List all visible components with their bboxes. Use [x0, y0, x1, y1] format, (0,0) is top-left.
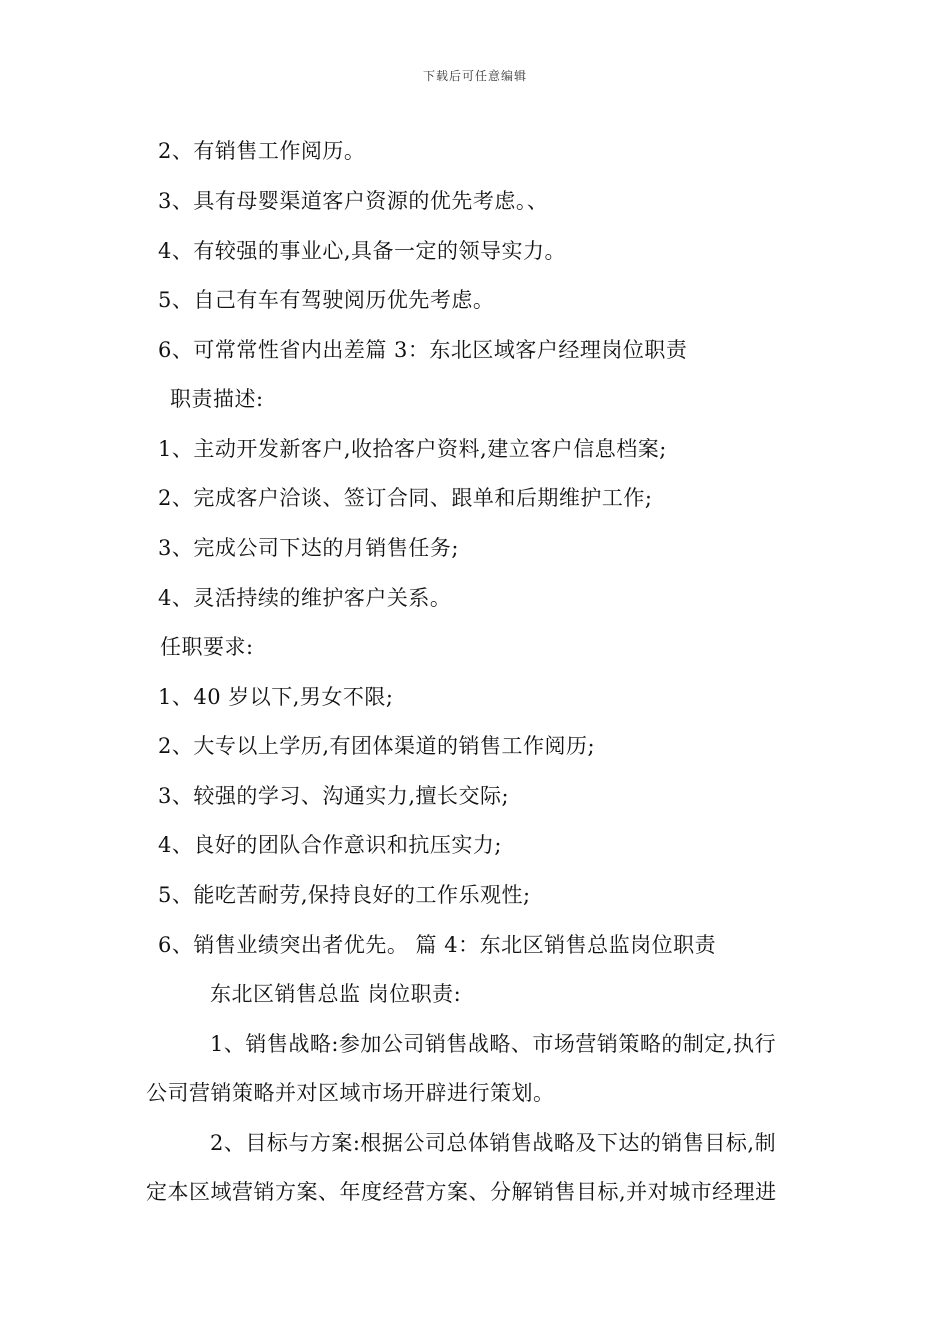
- body-line-12: 1、40 岁以下,男女不限;: [158, 685, 394, 709]
- paragraph-2-line-1: 2、目标与方案:根据公司总体销售战略及下达的销售目标,制: [210, 1131, 777, 1155]
- body-line-3: 4、有较强的事业心,具备一定的领导实力。: [158, 239, 567, 263]
- body-line-4: 5、自己有车有驾驶阅历优先考虑。: [158, 288, 495, 312]
- body-line-16: 5、能吃苦耐劳,保持良好的工作乐观性;: [158, 883, 531, 907]
- body-line-15: 4、良好的团队合作意识和抗压实力;: [158, 833, 502, 857]
- paragraph-1-line-2: 公司营销策略并对区域市场开辟进行策划。: [146, 1081, 555, 1105]
- section-heading-duties: 职责描述:: [170, 387, 264, 411]
- paragraph-2-line-2: 定本区域营销方案、年度经营方案、分解销售目标,并对城市经理进: [146, 1180, 777, 1204]
- body-line-7: 1、主动开发新客户,收拾客户资料,建立客户信息档案;: [158, 437, 667, 461]
- body-line-9: 3、完成公司下达的月销售任务;: [158, 536, 459, 560]
- body-line-1: 2、有销售工作阅历。: [158, 139, 366, 163]
- body-line-8: 2、完成客户洽谈、签订合同、跟单和后期维护工作;: [158, 486, 653, 510]
- body-line-10: 4、灵活持续的维护客户关系。: [158, 586, 452, 610]
- body-line-5: 6、可常常性省内出差篇 3：东北区域客户经理岗位职责: [158, 338, 688, 362]
- page-header: 下载后可任意编辑: [422, 69, 527, 83]
- section-heading-director: 东北区销售总监 岗位职责:: [210, 982, 462, 1006]
- body-line-17: 6、销售业绩突出者优先。 篇 4：东北区销售总监岗位职责: [158, 933, 717, 957]
- section-heading-requirements: 任职要求:: [160, 635, 254, 659]
- body-line-14: 3、较强的学习、沟通实力,擅长交际;: [158, 784, 510, 808]
- body-line-2: 3、具有母婴渠道客户资源的优先考虑。、: [158, 189, 549, 213]
- paragraph-1-line-1: 1、销售战略:参加公司销售战略、市场营销策略的制定,执行: [210, 1032, 777, 1056]
- body-line-13: 2、大专以上学历,有团体渠道的销售工作阅历;: [158, 734, 596, 758]
